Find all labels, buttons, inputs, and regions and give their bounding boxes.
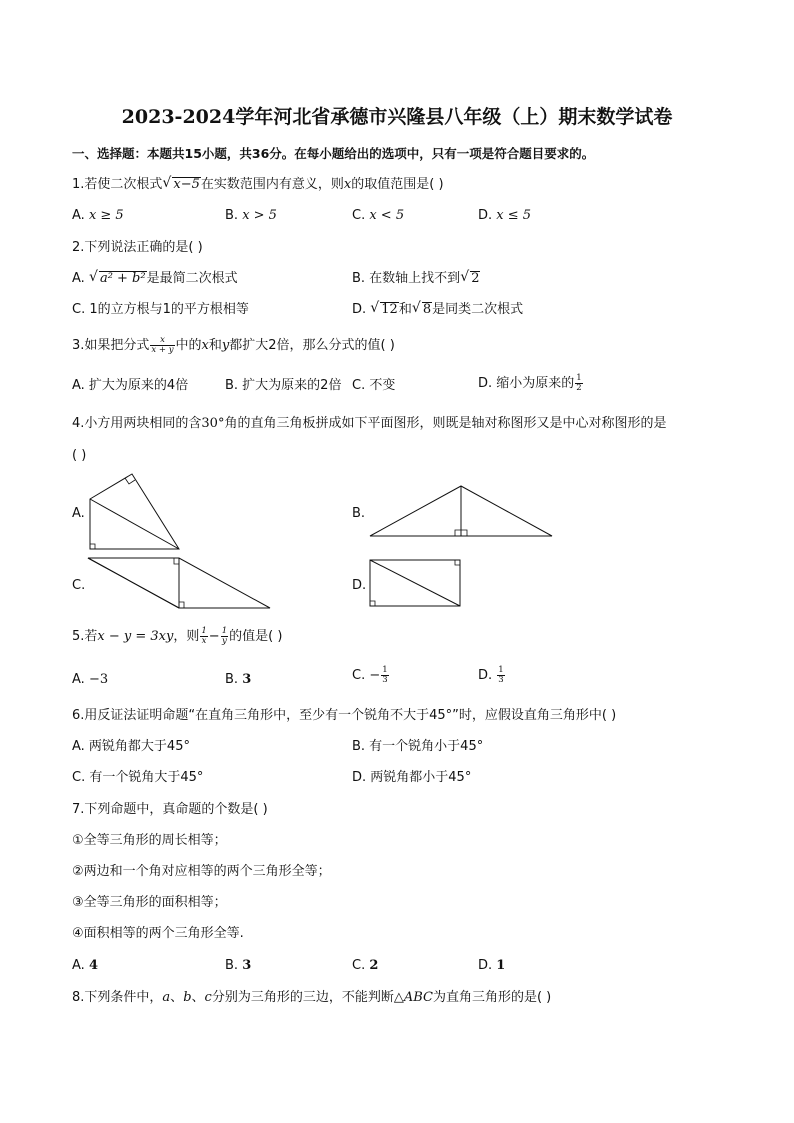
q3-var-x: x xyxy=(201,337,209,353)
q5-f2-den: y xyxy=(221,635,227,646)
q1-sqrt xyxy=(163,177,201,193)
q1-text-post2: 的取值范围是( ) xyxy=(351,177,444,192)
q3-d-num: 1 xyxy=(576,373,582,383)
q7-d-value: 1 xyxy=(496,958,506,973)
question-7-stem: 7.下列命题中，真命题的个数是( ) xyxy=(72,802,268,817)
q2-d-radicand2: 8 xyxy=(422,302,432,317)
q4-figure-b xyxy=(366,482,558,540)
q3-pre: 3.如果把分式 xyxy=(72,337,150,353)
q5-post: 的值是( ) xyxy=(229,628,283,644)
q3-d-den: 2 xyxy=(576,382,582,393)
question-1-stem xyxy=(72,177,444,193)
q1-var: x xyxy=(343,177,352,192)
q5-pre: 5.若 xyxy=(72,628,98,644)
q3-option-b[interactable]: B. 扩大为原来的2倍 xyxy=(225,378,342,393)
q3-frac-den: x + y xyxy=(151,344,174,355)
q1-option-c-label: C. xyxy=(352,208,370,223)
q5-f2-num: 1 xyxy=(221,626,228,636)
q1-option-b-label: B. xyxy=(225,208,243,223)
q1-option-d[interactable] xyxy=(478,208,531,224)
q1-text-pre: 1.若使二次根式 xyxy=(72,177,163,192)
q2-d-post: 是同类二次根式 xyxy=(432,302,524,317)
q5-mid: ，则 xyxy=(173,628,200,644)
q7-statement-4: ④面积相等的两个三角形全等. xyxy=(72,926,244,941)
q2-option-b[interactable] xyxy=(352,271,480,287)
q4-figure-c xyxy=(84,554,274,612)
q5-c-fraction xyxy=(381,666,388,685)
q2-option-a[interactable] xyxy=(72,271,238,287)
q2-option-a-label: A. xyxy=(72,271,89,286)
question-5-stem xyxy=(72,627,282,646)
q5-d-num: 1 xyxy=(498,665,504,675)
q5-c-sign: − xyxy=(369,667,381,683)
q5-f1-den: x xyxy=(201,635,207,646)
q5-b-label: B. xyxy=(225,672,243,687)
q7-c-label: C. xyxy=(352,958,370,973)
q8-pre: 8.下列条件中， xyxy=(72,990,163,1005)
q2-option-c[interactable]: C. 1的立方根与1的平方根相等 xyxy=(72,302,249,317)
q1-option-d-math: x ≤ 5 xyxy=(496,208,532,223)
q1-option-a-math: x ≥ 5 xyxy=(88,208,124,223)
q7-a-value: 4 xyxy=(88,958,98,973)
q2-d-radicand1: 12 xyxy=(381,302,398,317)
q2-d-sqrt2 xyxy=(413,302,432,318)
q4-option-b-label[interactable]: B. xyxy=(352,506,366,521)
q5-b-value: 3 xyxy=(242,672,252,687)
q3-option-c[interactable]: C. 不变 xyxy=(352,378,396,393)
q2-a-radicand: a² + b² xyxy=(99,271,146,286)
q5-option-b[interactable] xyxy=(225,672,251,688)
q6-option-c[interactable]: C. 有一个锐角大于45° xyxy=(72,770,204,785)
q7-b-value: 3 xyxy=(242,958,252,973)
q4-option-a-label[interactable]: A. xyxy=(72,506,85,521)
q5-f1-num: 1 xyxy=(201,626,207,636)
q7-option-d[interactable] xyxy=(478,958,505,974)
q2-b-radicand: 2 xyxy=(471,271,480,286)
q7-option-b[interactable] xyxy=(225,958,251,974)
question-3-stem xyxy=(72,336,395,355)
q7-d-label: D. xyxy=(478,958,497,973)
q5-option-a[interactable] xyxy=(72,672,108,688)
q8-var-c: c xyxy=(204,990,212,1005)
q5-fraction-2 xyxy=(221,627,228,646)
q1-option-a[interactable] xyxy=(72,208,124,224)
q7-c-value: 2 xyxy=(369,958,379,973)
question-4-stem xyxy=(72,416,666,432)
q3-and: 和 xyxy=(208,337,222,353)
q6-option-b[interactable]: B. 有一个锐角小于45° xyxy=(352,739,484,754)
q3-mid: 中的 xyxy=(175,337,202,353)
q4-stem-pre: 4.小方用两块相同的含 xyxy=(72,416,202,431)
q1-text-post: 在实数范围内有意义，则 xyxy=(200,177,344,192)
q7-statement-2: ②两边和一个角对应相等的两个三角形全等； xyxy=(72,864,331,879)
q5-fraction-1 xyxy=(200,627,207,646)
q3-fraction xyxy=(150,336,174,355)
q2-a-post: 是最简二次根式 xyxy=(146,271,238,286)
q8-sep1: 、 xyxy=(170,990,184,1005)
q8-post: 为直角三角形的是( ) xyxy=(432,990,552,1005)
q2-d-mid: 和 xyxy=(398,302,412,317)
q5-option-d[interactable] xyxy=(478,666,506,685)
q2-b-pre: B. 在数轴上找不到 xyxy=(352,271,461,286)
q1-radicand: x−5 xyxy=(173,177,200,192)
q2-option-d[interactable] xyxy=(352,302,523,318)
q5-minus: − xyxy=(208,628,220,644)
q4-option-d-label[interactable]: D. xyxy=(352,578,367,593)
q8-sep2: 、 xyxy=(191,990,205,1005)
q8-triangle-symbol: △ xyxy=(393,990,404,1005)
q1-option-b-math: x > 5 xyxy=(242,208,277,223)
q7-a-label: A. xyxy=(72,958,89,973)
q5-equation: x − y = 3xy xyxy=(97,628,174,644)
q2-d-sqrt1 xyxy=(371,302,399,318)
q4-figure-d xyxy=(366,556,464,610)
q4-figure-a xyxy=(86,470,186,554)
q5-c-label: C. xyxy=(352,667,370,683)
section-heading: 一、选择题：本题共15小题，共36分。在每小题给出的选项中，只有一项是符合题目要求的。 xyxy=(72,146,595,161)
q7-statement-3: ③全等三角形的面积相等； xyxy=(72,895,227,910)
q3-var-y: y xyxy=(221,337,230,353)
q5-option-c[interactable] xyxy=(352,666,390,685)
q5-c-den: 3 xyxy=(382,674,388,685)
q3-d-fraction xyxy=(575,374,582,393)
q5-c-num: 1 xyxy=(382,665,388,675)
q8-mid: 分别为三角形的三边，不能判断 xyxy=(211,990,394,1005)
q3-option-d[interactable] xyxy=(478,374,584,393)
q3-post: 都扩大2倍，那么分式的值( ) xyxy=(229,337,395,353)
q3-frac-num: x xyxy=(150,336,174,346)
q6-option-d[interactable]: D. 两锐角都小于45° xyxy=(352,770,472,785)
q1-option-b[interactable] xyxy=(225,208,277,224)
q2-b-sqrt xyxy=(461,271,480,287)
q1-option-d-label: D. xyxy=(478,208,497,223)
q8-var-a: a xyxy=(162,990,171,1005)
q1-option-a-label: A. xyxy=(72,208,89,223)
q2-d-label: D. xyxy=(352,302,371,317)
q7-option-c[interactable] xyxy=(352,958,378,974)
q5-a-value: −3 xyxy=(88,672,109,687)
q5-d-label: D. xyxy=(478,667,497,683)
q5-d-fraction xyxy=(497,666,504,685)
question-8-stem xyxy=(72,990,551,1006)
q1-option-c-math: x < 5 xyxy=(369,208,405,223)
q4-option-c-label[interactable]: C. xyxy=(72,578,86,593)
page-title: 2023-2024学年河北省承德市兴隆县八年级（上）期末数学试卷 xyxy=(121,106,673,128)
question-6-stem: 6.用反证法证明命题“在直角三角形中，至少有一个锐角不大于45°”时，应假设直角三角形中( ) xyxy=(72,708,617,723)
q6-option-a[interactable]: A. 两锐角都大于45° xyxy=(72,739,190,754)
q3-option-a[interactable]: A. 扩大为原来的4倍 xyxy=(72,378,189,393)
q4-stem-post: 角的直角三角板拼成如下平面图形，则既是轴对称图形又是中心对称图形的是 xyxy=(224,416,667,431)
q7-statement-1: ①全等三角形的周长相等； xyxy=(72,833,227,848)
question-2-stem: 2.下列说法正确的是( ) xyxy=(72,240,203,255)
q8-var-b: b xyxy=(183,990,192,1005)
q7-option-a[interactable] xyxy=(72,958,98,974)
q2-a-sqrt xyxy=(90,271,147,287)
q1-option-c[interactable] xyxy=(352,208,404,224)
q7-b-label: B. xyxy=(225,958,243,973)
q4-angle: 30° xyxy=(201,416,225,431)
q3-d-pre: D. 缩小为原来的 xyxy=(478,375,575,391)
q5-a-label: A. xyxy=(72,672,89,687)
q5-d-den: 3 xyxy=(498,674,504,685)
q8-abc: ABC xyxy=(403,990,433,1005)
question-4-stem-line2: ( ) xyxy=(72,448,87,463)
